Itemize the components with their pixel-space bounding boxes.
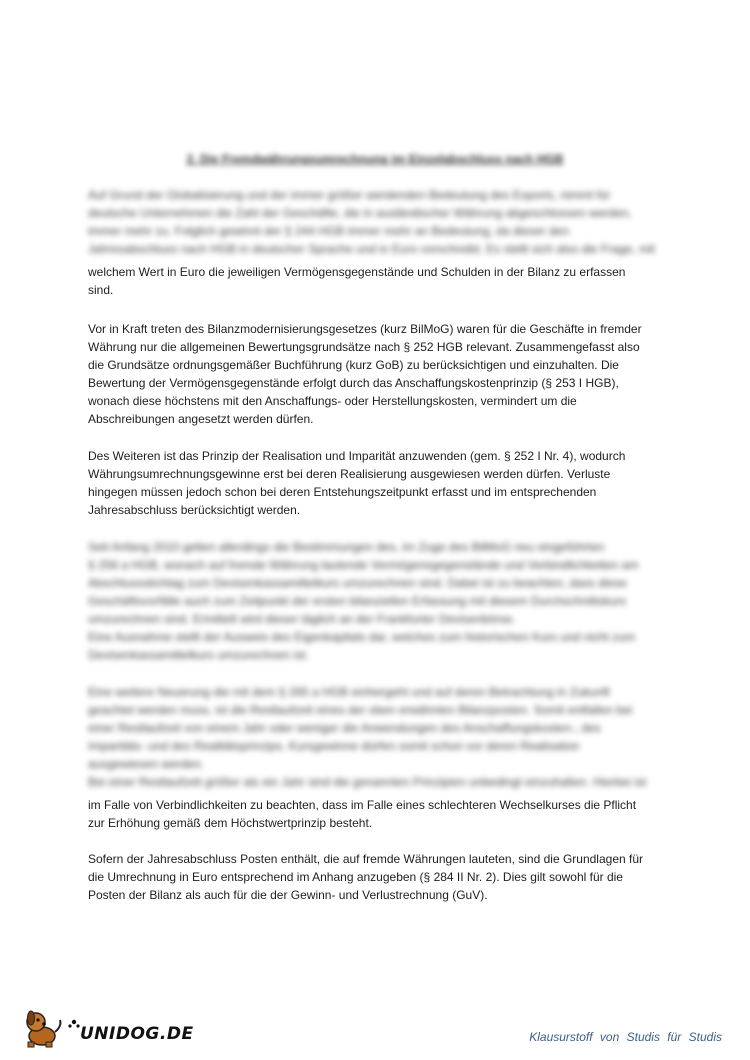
- text-line: Eine weitere Neuerung die mit dem § 265 a HGB einhergeht und auf deren Betrachtung in Zukunft: [88, 685, 610, 699]
- text-line: Des Weiteren ist das Prinzip der Realisation und Imparität anzuwenden (gem. § 252 I Nr. 4), wodurch: [88, 449, 626, 463]
- paragraph-4-blurred: [88, 538, 673, 664]
- text-line: Jahresabschluss berücksichtigt werden.: [88, 503, 301, 517]
- text-line: sind.: [88, 283, 114, 297]
- text-line: die Grundsätze ordnungsgemäßer Buchführung (kurz GoB) zu berücksichtigen und einzuhalten. Die: [88, 358, 619, 372]
- logo-text: UNIDOG.DE: [80, 1024, 194, 1044]
- text-line: Devisenkassamittelkurs umzurechnen ist.: [88, 648, 309, 662]
- paragraph-1-visible: [88, 263, 673, 299]
- text-line: ausgewiesen werden.: [88, 757, 205, 771]
- text-line: Sofern der Jahresabschluss Posten enthält, die auf fremde Währungen lauteten, sind die Grundlagen für: [88, 852, 644, 866]
- text-line: Posten der Bilanz als auch für die der Gewinn- und Verlustrechnung (GuV).: [88, 888, 488, 902]
- paragraph-1-blurred: [88, 186, 673, 258]
- text-line: deutsche Unternehmen die Zahl der Geschäfte, die in ausländischer Währung abgeschlossen werden,: [88, 206, 632, 220]
- text-line: Abschlussstichtag zum Devisenkassamittelkurs umzurechnen sind. Dabei ist zu beachten, dass diese: [88, 576, 627, 590]
- text-line: geachtet werden muss, ist die Restlaufzeit eines der oben erwähnten Bilanzposten. Somit entfallen bei: [88, 703, 633, 717]
- paragraph-5-visible: [88, 796, 673, 832]
- paragraph-3: [88, 447, 673, 519]
- text-line: Bei einer Restlaufzeit größer als ein Jahr sind die genannten Prinzipien unbedingt einzuhalten. Hierbei ist: [88, 775, 647, 789]
- dog-icon: [22, 1008, 82, 1048]
- footer-tagline: Klausurstoff von Studis für Studis: [529, 1030, 722, 1044]
- text-line: Abschreibungen angesetzt werden dürfen.: [88, 412, 314, 426]
- text-line: welchem Wert in Euro die jeweiligen Vermögensgegenstände und Schulden in der Bilanz zu erfassen: [88, 265, 626, 279]
- text-line: Jahresabschluss nach HGB in deutscher Sprache und in Euro vorschreibt. Es stellt sich also die Frage, mit: [88, 242, 655, 256]
- paragraph-2: [88, 320, 673, 428]
- document-title: 2. Die Fremdwährungsumrechnung im Einzelabschluss nach HGB: [186, 152, 564, 166]
- text-line: die Umrechnung in Euro entsprechend im Anhang anzugeben (§ 284 II Nr. 2). Dies gilt sowohl für die: [88, 870, 623, 884]
- text-line: Eine Ausnahme stellt der Ausweis des Eigenkapitals dar, welches zum historischen Kurs und nicht zum: [88, 630, 635, 644]
- text-line: § 256 a HGB, wonach auf fremde Währung lautende Vermögensgegenstände und Verbindlichkeiten am: [88, 558, 639, 572]
- text-line: wonach diese höchstens mit den Anschaffungs- oder Herstellungskosten, vermindert um die: [88, 394, 577, 408]
- text-line: Seit Anfang 2010 gelten allerdings die Bestimmungen des, im Zuge des BilMoG neu eingeführten: [88, 540, 605, 554]
- text-line: Währungsumrechnungsgewinne erst bei deren Realisierung ausgewiesen werden dürfen. Verluste: [88, 467, 611, 481]
- text-line: umzurechnen sind. Ermittelt wird dieser täglich an der Frankfurter Devisenbörse.: [88, 612, 516, 626]
- text-line: zur Erhöhung gemäß dem Höchstwertprinzip besteht.: [88, 816, 373, 830]
- text-line: hingegen müssen jedoch schon bei deren Entstehungszeitpunkt erfasst und im entsprechenden: [88, 485, 597, 499]
- text-line: immer mehr zu. Folglich gewinnt der § 244 HGB immer mehr an Bedeutung, da dieser den: [88, 224, 569, 238]
- text-line: Auf Grund der Globalisierung und der immer größer werdenden Bedeutung des Exports, nimmt für: [88, 188, 611, 202]
- paragraph-6: [88, 850, 673, 904]
- text-line: Vor in Kraft treten des Bilanzmodernisierungsgesetzes (kurz BilMoG) waren für die Geschäfte in fremder: [88, 322, 642, 336]
- paragraph-5-blurred: [88, 683, 673, 791]
- text-line: Imparitäts- und des Realitätsprinzips. Kursgewinne dürfen somit schon vor deren Realisation: [88, 739, 580, 753]
- text-line: Geschäftsvorfälle auch zum Zeitpunkt der ersten bilanziellen Erfassung mit diesem Durchschnittskurs: [88, 594, 627, 608]
- text-line: Bewertung der Vermögensgegenstände erfolgt durch das Anschaffungskostenprinzip (§ 253 I HGB),: [88, 376, 619, 390]
- text-line: einer Restlaufzeit von einem Jahr oder weniger die Anwendungen des Anschaffungskosten-, des: [88, 721, 601, 735]
- text-line: Währung nur die allgemeinen Bewertungsgrundsätze nach § 252 HGB relevant. Zusammengefasst also: [88, 340, 640, 354]
- text-line: im Falle von Verbindlichkeiten zu beachten, dass im Falle eines schlechteren Wechselkurses die Pflicht: [88, 798, 637, 812]
- unidog-logo[interactable]: [22, 1008, 202, 1048]
